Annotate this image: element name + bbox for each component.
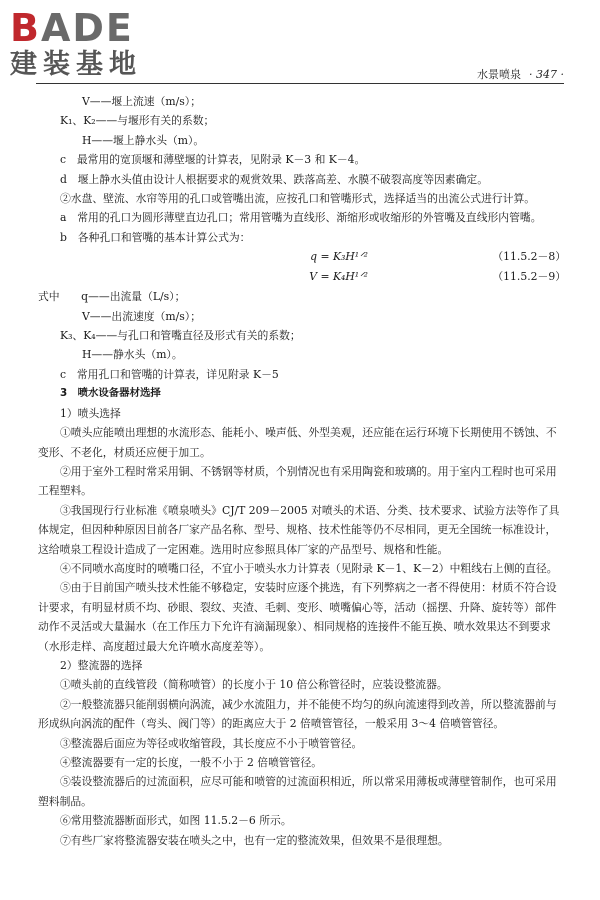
running-header [477,66,564,82]
paragraph: ②一般整流器只能削弱横向涡流，减少水流阻力，并不能使不均匀的纵向流速得到改善，所以整流器前与形成纵向涡流的配件（弯头、阀门等）的距离应大于 2 倍喷管管径，一般采用 3～4 倍喷管管径。 [38,697,557,731]
text-line: 式中 q——出流量（L/s）； [38,290,186,304]
paragraph: ②水盘、壁流、水帘等用的孔口或管嘴出流，应按孔口和管嘴形式，选择适当的出流公式进行计算。 [60,192,536,206]
logo-wordmark: BADE [10,6,134,50]
paragraph: ④整流器要有一定的长度，一般不小于 2 倍喷管管径。 [60,756,323,769]
formula-expression: V = K₄H¹ᐟ² [309,270,368,284]
formula-number: （11.5.2－8） [492,250,566,264]
paragraph: ⑦有些厂家将整流器安装在喷头之中，也有一定的整流效果，但效果不是很理想。 [60,833,449,847]
text-line: d 堰上静水头值由设计人根据要求的观赏效果、跌落高差、水膜不破裂高度等因素确定。 [60,172,488,186]
text-line: K₁、K₂——与堰形有关的系数； [60,114,215,128]
text-line: H——堰上静水头（m）。 [82,133,205,147]
formula-number: （11.5.2－9） [492,270,566,284]
section-heading: 3 喷水设备器材选择 [60,387,161,400]
paragraph: ⑤装设整流器后的过流面积，应尽可能和喷管的过流面积相近，所以常采用薄板或薄壁管制作，也可采用塑料制品。 [38,775,557,808]
formula-row [38,247,566,267]
text-line: b 各种孔口和管嘴的基本计算公式为： [60,230,251,244]
paragraph: ④不同喷水高度时的喷嘴口径，不宜小于喷头水力计算表（见附录 K－1、K－2）中粗线右上侧的直径。 [60,561,558,575]
paragraph: ⑥常用整流器断面形式，如图 11.5.2－6 所示。 [60,814,292,828]
section-title: 水景喷泉 [477,68,522,81]
paragraph: a 常用的孔口为圆形薄壁直边孔口；常用管嘴为直线形、渐缩形或收缩形的外管嘴及直线形内管嘴。 [60,211,542,225]
text-line: c 最常用的宽顶堰和薄壁堰的计算表，见附录 K－3 和 K－4。 [60,153,366,167]
page-number: · 347 · [529,68,564,81]
page-body [38,92,566,850]
text-line: K₃、K₄——与孔口和管嘴直径及形式有关的系数； [60,329,301,343]
logo-subtitle: 建装基地 [10,49,142,80]
text-line: V——出流速度（m/s）； [82,309,201,323]
paragraph: ②用于室外工程时常采用铜、不锈钢等材质，个别情况也有采用陶瓷和玻璃的。用于室内工程时也可采用工程塑料。 [38,464,557,498]
subsection-heading: 2）整流器的选择 [60,658,143,672]
paragraph: ⑤由于目前国产喷头技术性能不够稳定，安装时应逐个挑选，有下列弊病之一者不得使用：材质不符合设计要求，有明显材质不均、砂眼、裂纹、夹渣、毛刺、变形、喷嘴偏心等，活动（摇摆、升降、旋转等）部件动作不灵活或大量漏水（在工作压力下允许有滴漏现象）、相同规格的连接件不能互换、喷水效果达不到要求（水形走样、高度超过最大允许喷水高度差等）。 [38,581,557,653]
paragraph: ①喷头应能喷出理想的水流形态、能耗小、噪声低、外型美观，还应能在运行环境下长期使用不锈蚀、不变形、不老化，材质还应便于加工。 [38,426,557,459]
text-line: H——静水头（m）。 [82,348,183,362]
text-line: V——堰上流速（m/s）； [82,95,201,108]
site-logo [10,8,180,88]
formula-expression: q = K₃H¹ᐟ² [310,250,368,264]
formula-row [38,267,566,287]
text-line: c 常用孔口和管嘴的计算表，详见附录 K－5 [60,367,279,381]
header-rule [36,83,564,84]
paragraph: ③整流器后面应为等径或收缩管段，其长度应不小于喷管管径。 [60,736,363,750]
subsection-heading: 1）喷头选择 [60,406,121,420]
paragraph: ①喷头前的直线管段（简称喷管）的长度小于 10 倍公称管径时，应装设整流器。 [60,678,448,692]
paragraph: ③我国现行行业标准《喷泉喷头》CJ/T 209－2005 对喷头的术语、分类、技术要求、试验方法等作了具体规定，但因种种原因目前各厂家产品名称、型号、规格、技术性能等仍不尽相同，更无全国统一标准设计，这给喷泉工程设计造成了一定困难。选用时应参照具体厂家的产品型号、规格和性能。 [38,503,560,556]
